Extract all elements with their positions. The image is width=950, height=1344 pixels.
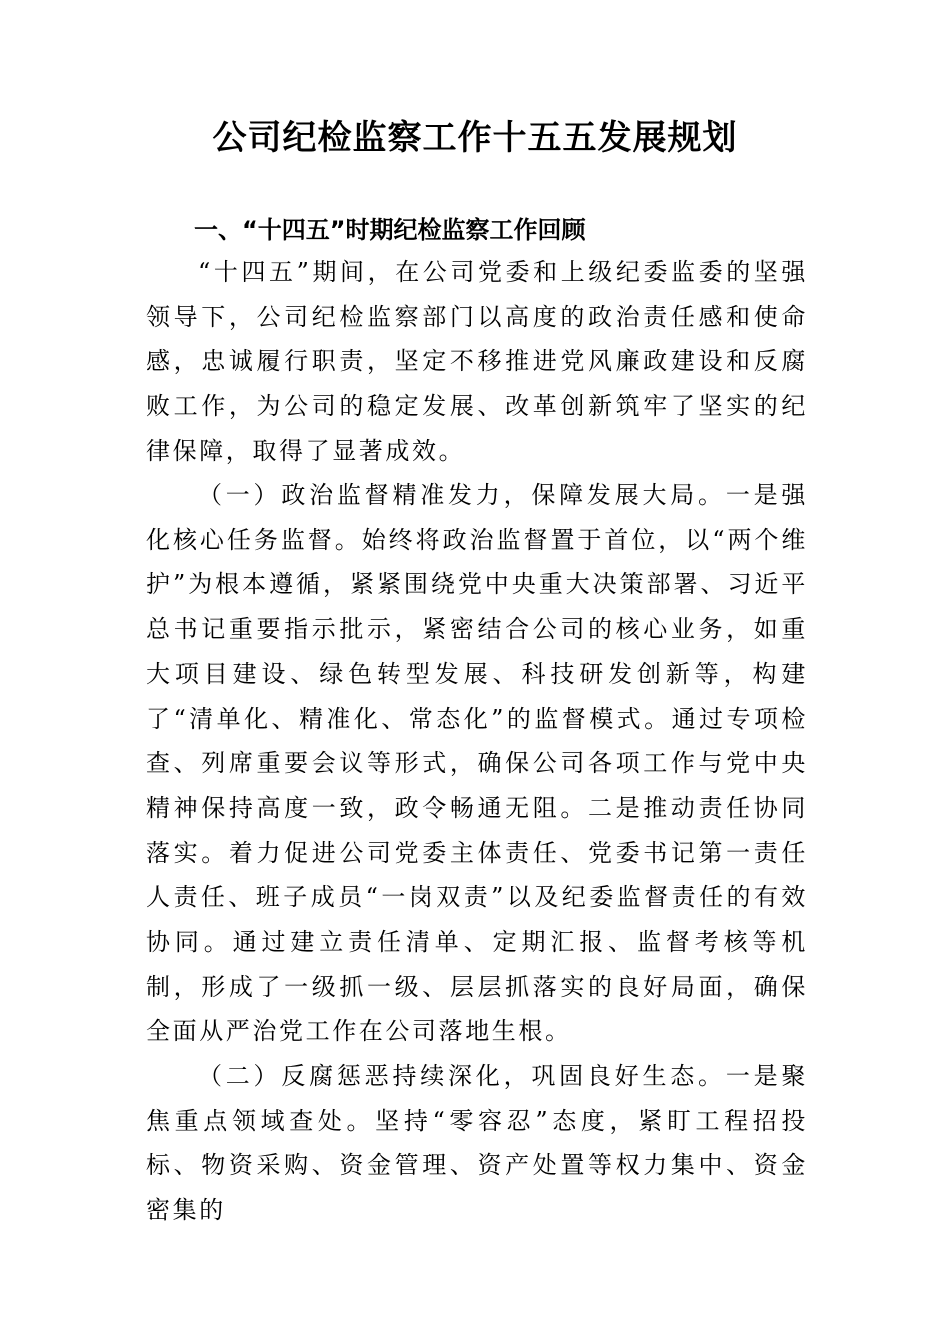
- paragraph-anti-corruption: [146, 1054, 808, 1233]
- paragraph-text: 一是聚焦重点领域查处。坚持“零容忍”态度，紧盯工程招投标、物资采购、资金管理、资产处置等权力集中、资金密集的: [146, 1062, 808, 1225]
- paragraph-lead: （二）反腐惩恶持续深化，巩固良好生态。: [198, 1062, 726, 1090]
- paragraph-text: “十四五”期间，在公司党委和上级纪委监委的坚强领导下，公司纪检监察部门以高度的政治责任感和使命感，忠诚履行职责，坚定不移推进党风廉政建设和反腐败工作，为公司的稳定发展、改革创新筑牢了坚实的纪律保障，取得了显著成效。: [146, 258, 808, 465]
- paragraph-text: 一是强化核心任务监督。始终将政治监督置于首位，以“两个维护”为根本遵循，紧紧围绕党中央重大决策部署、习近平总书记重要指示批示，紧密结合公司的核心业务，如重大项目建设、绿色转型发展、科技研发创新等，构建了“清单化、精准化、常态化”的监督模式。通过专项检查、列席重要会议等形式，确保公司各项工作与党中央精神保持高度一致，政令畅通无阻。二是推动责任协同落实。着力促进公司党委主体责任、党委书记第一责任人责任、班子成员“一岗双责”以及纪委监督责任的有效协同。通过建立责任清单、定期汇报、监督考核等机制，形成了一级抓一级、层层抓落实的良好局面，确保全面从严治党工作在公司落地生根。: [146, 481, 808, 1046]
- paragraph-lead: （一）政治监督精准发力，保障发展大局。: [198, 481, 726, 509]
- paragraph-political-supervision: [146, 473, 808, 1054]
- paragraph-overview: [146, 250, 808, 474]
- section-heading: 一、“十四五”时期纪检监察工作回顾: [194, 216, 586, 244]
- document-title: 公司纪检监察工作十五五发展规划: [212, 118, 738, 158]
